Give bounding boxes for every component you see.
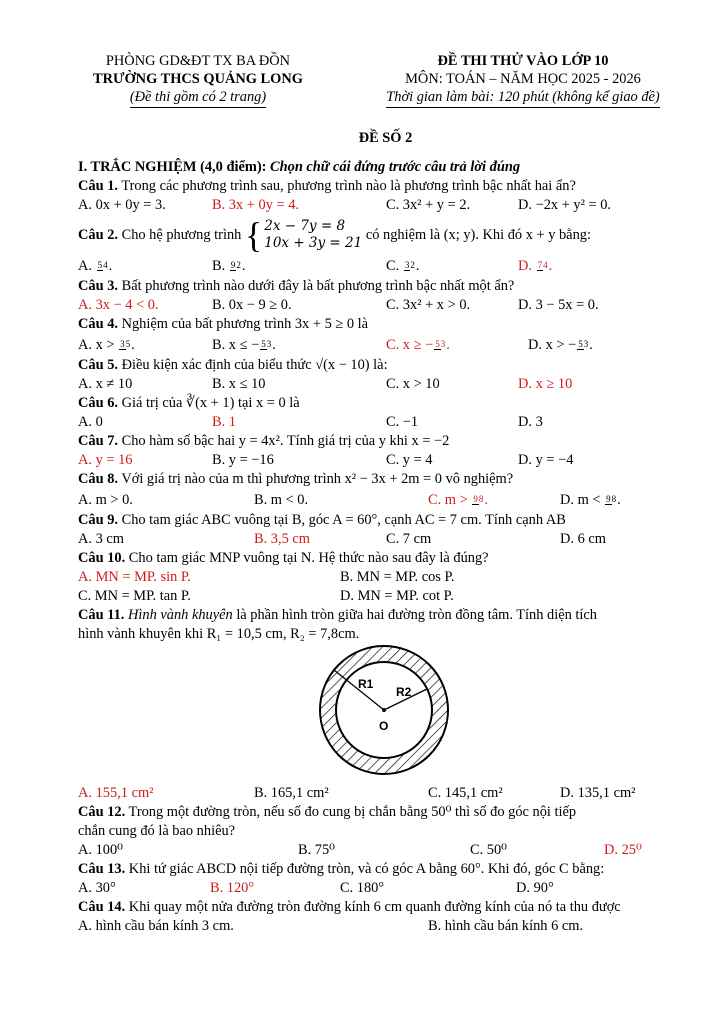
option-d[interactable]: D. 6 cm — [560, 531, 606, 547]
fraction-numerator: 3 — [120, 339, 125, 350]
question-12-options — [78, 841, 693, 860]
option-d[interactable]: D. 90° — [516, 880, 554, 896]
option-label: D. — [518, 257, 532, 274]
question-text: Cho hàm số bậc hai y = 4x². Tính giá trị của y khi x = −2 — [121, 433, 450, 449]
question-13-options — [78, 879, 693, 898]
option-b[interactable]: B. y = −16 — [212, 452, 274, 468]
question-3 — [78, 277, 693, 296]
question-7-options — [78, 451, 693, 470]
option-b[interactable]: B. 165,1 cm² — [254, 785, 329, 801]
option-c[interactable]: C. 7 cm — [386, 531, 432, 547]
option-a[interactable]: A. 54. — [78, 257, 113, 274]
option-text: A. x > — [78, 336, 115, 353]
brace-icon: { — [244, 215, 263, 255]
option-label: C. — [386, 257, 400, 274]
section-instruction: Chọn chữ cái đứng trước câu trả lời đúng — [270, 159, 521, 175]
option-d[interactable]: D. 135,1 cm² — [560, 785, 636, 801]
option-c[interactable]: C. y = 4 — [386, 452, 433, 468]
option-b[interactable]: B. 3x + 0y = 4. — [212, 197, 299, 213]
option-b[interactable]: B. 75⁰ — [298, 842, 335, 858]
question-number: Câu 5. — [78, 357, 118, 373]
option-text: C. m > — [428, 491, 468, 508]
question-number: Câu 8. — [78, 471, 118, 487]
exam-header — [78, 52, 693, 108]
question-number: Câu 2. — [78, 226, 118, 243]
option-a[interactable]: A. y = 16 — [78, 452, 133, 468]
question-10-options-row2 — [78, 587, 693, 606]
question-text: Giá trị của ∛(x + 1) tại x = 0 là — [121, 395, 300, 411]
section-heading — [78, 158, 693, 177]
option-c[interactable]: C. 3x² + y = 2. — [386, 197, 471, 213]
option-label: A. — [78, 257, 92, 274]
question-text: Trong các phương trình sau, phương trình nào là phương trình bậc nhất hai ẩn? — [121, 178, 576, 194]
question-10-options-row1 — [78, 568, 693, 587]
question-number: Câu 7. — [78, 433, 118, 449]
question-number: Câu 4. — [78, 316, 118, 332]
option-label: B. — [212, 257, 226, 274]
fraction-numerator: 5 — [261, 339, 266, 350]
question-1-options — [78, 196, 693, 215]
question-11 — [78, 606, 693, 625]
school-name: TRƯỜNG THCS QUẢNG LONG — [93, 71, 303, 87]
fraction-denominator: 2 — [410, 260, 415, 271]
option-text: D. m < — [560, 491, 601, 508]
option-b[interactable]: B. 1 — [212, 414, 236, 430]
fraction-denominator: 3 — [440, 339, 446, 350]
question-text: Bất phương trình nào dưới đây là bất phương trình bậc nhất một ẩn? — [121, 278, 515, 294]
question-2-options — [78, 255, 693, 277]
option-d[interactable]: D. m < 98. — [560, 491, 621, 508]
option-b[interactable]: B. hình cầu bán kính 6 cm. — [428, 918, 584, 934]
fraction-denominator: 8 — [611, 494, 617, 505]
question-12 — [78, 803, 693, 822]
fraction-numerator: 9 — [473, 494, 478, 505]
question-number: Câu 14. — [78, 899, 126, 915]
exam-page — [78, 52, 693, 936]
option-d[interactable]: D. MN = MP. cot P. — [340, 588, 454, 604]
center-point — [382, 708, 386, 712]
question-number: Câu 6. — [78, 395, 118, 411]
option-a[interactable]: A. x ≠ 10 — [78, 376, 133, 392]
exam-title: ĐỀ SỐ 2 — [358, 130, 413, 146]
question-text-end: có nghiệm là (x; y). Khi đó x + y bằng: — [365, 226, 591, 243]
option-d[interactable]: D. −2x + y² = 0. — [518, 197, 612, 213]
question-number: Câu 3. — [78, 278, 118, 294]
question-number: Câu 13. — [78, 861, 126, 877]
fraction-numerator: 9 — [606, 494, 611, 505]
question-9 — [78, 511, 693, 530]
option-d[interactable]: D. 74. — [518, 257, 553, 274]
question-6-options — [78, 413, 693, 432]
header-left — [78, 52, 318, 108]
option-b[interactable]: B. MN = MP. cos P. — [340, 569, 455, 585]
option-a[interactable]: A. 0 — [78, 414, 103, 430]
option-d[interactable]: D. 3 − 5x = 0. — [518, 297, 599, 313]
question-8 — [78, 470, 693, 489]
question-number: Câu 9. — [78, 512, 118, 528]
fraction-denominator: 4 — [543, 260, 548, 271]
fraction-denominator: 5 — [125, 339, 131, 350]
fraction-numerator: 5 — [578, 339, 583, 350]
fraction-numerator: 5 — [97, 260, 103, 271]
section-title: I. TRẮC NGHIỆM (4,0 điểm): — [78, 159, 267, 175]
subject-year: MÔN: TOÁN – NĂM HỌC 2025 - 2026 — [405, 71, 641, 87]
question-4-options — [78, 334, 693, 356]
question-text: Cho hệ phương trình — [121, 226, 242, 243]
option-b[interactable]: B. x ≤ − 53. — [212, 336, 276, 353]
fraction-denominator: 3 — [266, 339, 272, 350]
option-c[interactable]: C. 32. — [386, 257, 420, 274]
question-6 — [78, 394, 693, 413]
fraction-denominator: 3 — [583, 339, 589, 350]
option-b[interactable]: B. 92. — [212, 257, 246, 274]
option-a[interactable]: A. 155,1 cm² — [78, 785, 154, 801]
option-d[interactable]: D. x ≥ 10 — [518, 376, 573, 392]
question-text: Với giá trị nào của m thì phương trình x² − 3x + 2m = 0 vô nghiệm? — [121, 471, 514, 487]
option-d[interactable]: D. 25⁰ — [604, 842, 642, 858]
option-text: C. x ≥ − — [386, 336, 434, 353]
time-limit: Thời gian làm bài: 120 phút (không kể giao đề) — [386, 88, 659, 108]
question-text: Cho tam giác MNP vuông tại N. Hệ thức nào sau đây là đúng? — [128, 550, 489, 566]
equation-2: 10x + 3y = 21 — [264, 235, 363, 251]
option-a[interactable]: A. 0x + 0y = 3. — [78, 197, 166, 213]
question-9-options — [78, 530, 693, 549]
fraction-numerator: 7 — [537, 260, 543, 271]
header-right — [353, 52, 693, 108]
question-11-line2: hình vành khuyên khi R₁ = 10,5 cm, R₂ = 7,8cm. — [78, 626, 360, 642]
question-14 — [78, 898, 693, 917]
option-text: D. x > − — [528, 336, 577, 353]
question-8-options — [78, 489, 693, 511]
option-c[interactable]: C. 180° — [340, 880, 385, 896]
question-text: Khi quay một nửa đường tròn đường kính 6 cm quanh đường kính của nó ta thu được — [128, 899, 621, 915]
question-13 — [78, 860, 693, 879]
option-b[interactable]: B. 3,5 cm — [254, 531, 310, 547]
option-d[interactable]: D. x > − 53. — [528, 336, 593, 353]
fraction-numerator: 5 — [435, 339, 440, 350]
fraction-numerator: 3 — [404, 260, 410, 271]
option-b[interactable]: B. 120° — [210, 880, 255, 896]
question-number: Câu 12. — [78, 804, 126, 820]
option-a[interactable]: A. 3x − 4 < 0. — [78, 297, 159, 313]
question-text: Khi tứ giác ABCD nội tiếp đường tròn, và có góc A bằng 60°. Khi đó, góc C bằng: — [128, 861, 605, 877]
question-number: Câu 10. — [78, 550, 126, 566]
option-a[interactable]: A. x > 35. — [78, 336, 135, 353]
option-c[interactable]: C. m > 98. — [428, 491, 488, 508]
option-c[interactable]: C. x ≥ − 53. — [386, 336, 450, 353]
equation-1: 2x − 7y = 8 — [264, 218, 346, 234]
option-a[interactable]: A. m > 0. — [78, 491, 133, 508]
question-10 — [78, 549, 693, 568]
question-text: là phần hình tròn giữa hai đường tròn đồng tâm. Tính diện tích — [236, 607, 597, 623]
page-count-note: (Đề thi gồm có 2 trang) — [130, 88, 266, 108]
question-5 — [78, 356, 693, 375]
question-12-line2: chắn cung đó là bao nhiêu? — [78, 823, 236, 839]
fraction-denominator: 8 — [478, 494, 484, 505]
option-text: B. x ≤ − — [212, 336, 260, 353]
question-text: Trong một đường tròn, nếu số đo cung bị chắn bằng 50⁰ thì số đo góc nội tiếp — [128, 804, 577, 820]
department-name: PHÒNG GD&ĐT TX BA ĐỒN — [105, 53, 291, 69]
option-a[interactable]: A. hình cầu bán kính 3 cm. — [78, 918, 234, 934]
fraction-denominator: 4 — [103, 260, 108, 271]
option-b[interactable]: B. 0x − 9 ≥ 0. — [212, 297, 292, 313]
option-a[interactable]: A. MN = MP. sin P. — [78, 569, 191, 585]
option-c[interactable]: C. 145,1 cm² — [428, 785, 503, 801]
question-1 — [78, 177, 693, 196]
question-5-options — [78, 375, 693, 394]
exam-name: ĐỀ THI THỬ VÀO LỚP 10 — [437, 53, 609, 69]
question-4 — [78, 315, 693, 334]
option-c[interactable]: C. x > 10 — [386, 376, 440, 392]
option-c[interactable]: C. MN = MP. tan P. — [78, 588, 191, 604]
question-text: Nghiệm của bất phương trình 3x + 5 ≥ 0 là — [121, 316, 369, 332]
option-b[interactable]: B. x ≤ 10 — [212, 376, 266, 392]
question-term: Hình vành khuyên — [128, 607, 233, 623]
option-d[interactable]: D. 3 — [518, 414, 543, 430]
question-number: Câu 1. — [78, 178, 118, 194]
fig-label-o: O — [379, 719, 389, 733]
question-text: Cho tam giác ABC vuông tại B, góc A = 60°, cạnh AC = 7 cm. Tính cạnh AB — [121, 512, 566, 528]
annulus-figure — [78, 644, 693, 784]
question-7 — [78, 432, 693, 451]
fig-label-r1: R1 — [358, 677, 374, 691]
question-number: Câu 11. — [78, 607, 125, 623]
option-b[interactable]: B. m < 0. — [254, 491, 309, 508]
question-2 — [78, 215, 693, 255]
option-c[interactable]: C. 3x² + x > 0. — [386, 297, 471, 313]
annulus-diagram — [78, 644, 693, 784]
fraction-numerator: 9 — [230, 260, 236, 271]
question-text: Điều kiện xác định của biểu thức √(x − 10) là: — [121, 357, 388, 373]
question-3-options — [78, 296, 693, 315]
fig-label-r2: R2 — [396, 685, 412, 699]
fraction-denominator: 2 — [236, 260, 241, 271]
option-a[interactable]: A. 30° — [78, 880, 116, 896]
option-d[interactable]: D. y = −4 — [518, 452, 574, 468]
option-a[interactable]: A. 3 cm — [78, 531, 124, 547]
option-c[interactable]: C. 50⁰ — [470, 842, 507, 858]
question-11-options — [78, 784, 693, 803]
option-a[interactable]: A. 100⁰ — [78, 842, 123, 858]
question-14-options — [78, 917, 693, 936]
option-c[interactable]: C. −1 — [386, 414, 419, 430]
equation-system — [245, 217, 362, 253]
